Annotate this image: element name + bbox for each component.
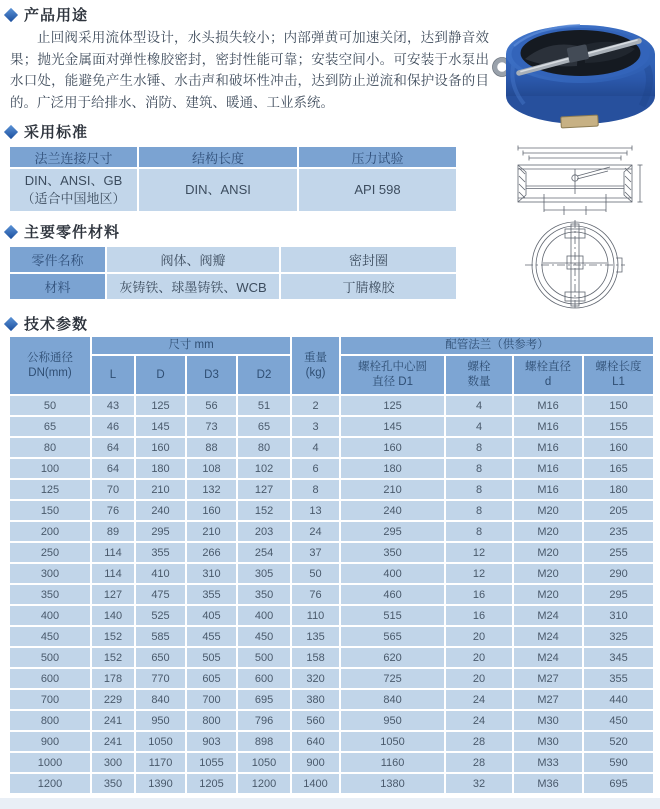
table-cell: 76 [92, 501, 134, 520]
table-cell: 450 [10, 627, 90, 646]
table-cell: 32 [446, 774, 512, 793]
table-cell: 605 [187, 669, 236, 688]
table-cell: 650 [136, 648, 185, 667]
table-cell: 903 [187, 732, 236, 751]
table-cell: 4 [446, 396, 512, 415]
table-cell: M20 [514, 585, 582, 604]
table-cell: 4 [292, 438, 339, 457]
table-cell: 900 [292, 753, 339, 772]
tech-header-bolt-circle [341, 356, 444, 394]
table-cell: 73 [187, 417, 236, 436]
table-cell: 28 [446, 732, 512, 751]
table-cell: 1050 [341, 732, 444, 751]
table-cell: 266 [187, 543, 236, 562]
cross-section-drawing-icon [498, 142, 650, 220]
table-cell: 127 [92, 585, 134, 604]
table-cell: 125 [341, 396, 444, 415]
table-cell: 380 [292, 690, 339, 709]
table-cell: 800 [187, 711, 236, 730]
table-cell: 460 [341, 585, 444, 604]
table-cell: 210 [187, 522, 236, 541]
table-cell: 150 [584, 396, 653, 415]
table-cell: 125 [136, 396, 185, 415]
table-cell: M27 [514, 690, 582, 709]
table-cell: 1160 [341, 753, 444, 772]
table-cell: 65 [238, 417, 290, 436]
table-cell: 20 [446, 669, 512, 688]
table-cell: 76 [292, 585, 339, 604]
table-cell: 6 [292, 459, 339, 478]
table-cell: 241 [92, 711, 134, 730]
table-row [10, 627, 653, 646]
table-row [10, 711, 653, 730]
table-cell: 1200 [10, 774, 90, 793]
table-cell: 152 [238, 501, 290, 520]
section-title-standards [6, 121, 88, 142]
table-cell: 64 [92, 459, 134, 478]
tech-header-bolt-diameter [514, 356, 582, 394]
footer-strip [0, 798, 660, 809]
table-cell: 405 [187, 606, 236, 625]
table-cell: 4 [446, 417, 512, 436]
table-row [10, 648, 653, 667]
table-cell: 88 [187, 438, 236, 457]
materials-cell-body-material: 灰铸铁、球墨铸铁、WCB [107, 274, 279, 299]
table-cell: 140 [92, 606, 134, 625]
table-cell: 770 [136, 669, 185, 688]
tech-header-bolt-circle-line1: 螺栓孔中心圆 [358, 361, 428, 373]
table-cell: M30 [514, 732, 582, 751]
table-cell: 590 [584, 753, 653, 772]
table-cell: 900 [10, 732, 90, 751]
table-cell: 65 [10, 417, 90, 436]
table-row [10, 438, 653, 457]
table-cell: 2 [292, 396, 339, 415]
table-cell: 1200 [238, 774, 290, 793]
table-row [10, 396, 653, 415]
table-cell: 620 [341, 648, 444, 667]
table-cell: M16 [514, 396, 582, 415]
table-cell: 350 [238, 585, 290, 604]
table-cell: 1170 [136, 753, 185, 772]
tech-header-dn-line2: DN(mm) [28, 366, 72, 379]
table-cell: 250 [10, 543, 90, 562]
table-cell: 28 [446, 753, 512, 772]
table-cell: 24 [446, 711, 512, 730]
table-cell: 254 [238, 543, 290, 562]
table-cell: 695 [584, 774, 653, 793]
table-cell: 16 [446, 585, 512, 604]
table-cell: 200 [10, 522, 90, 541]
section-title-standards-label: 采用标准 [24, 124, 89, 141]
usage-paragraph: 止回阀采用流体型设计，水头损失较小；内部弹黄可加速关闭，达到静音效果；抛光金属面对弹性橡胶密封，密封性能可靠；安装空间小。可安装于水泵出水口处，能避免产生水锤、水击声和破坏性冲击，达到防止逆流和保护设备的目的。广泛用于给排水、消防、建筑、暖通、工业系统。 [10, 30, 489, 110]
table-cell: 8 [446, 459, 512, 478]
table-cell: 410 [136, 564, 185, 583]
section-title-usage [6, 4, 88, 25]
materials-label-part: 零件名称 [10, 247, 105, 272]
diamond-icon [4, 224, 18, 238]
materials-cell-seal: 密封圈 [281, 247, 456, 272]
table-cell: 1050 [238, 753, 290, 772]
table-cell: 80 [238, 438, 290, 457]
tech-header-bolt-length [584, 356, 653, 394]
table-cell: 440 [584, 690, 653, 709]
table-cell: 102 [238, 459, 290, 478]
table-cell: 125 [10, 480, 90, 499]
table-cell: 355 [187, 585, 236, 604]
table-cell: 155 [584, 417, 653, 436]
table-cell: 229 [92, 690, 134, 709]
standards-row [10, 169, 456, 211]
valve-cross-section-drawing [498, 142, 650, 220]
table-row [10, 564, 653, 583]
section-title-tech-label: 技术参数 [24, 316, 89, 333]
table-cell: 310 [584, 606, 653, 625]
table-cell: 37 [292, 543, 339, 562]
table-cell: 3 [292, 417, 339, 436]
table-cell: 295 [584, 585, 653, 604]
table-cell: 12 [446, 564, 512, 583]
table-cell: 1050 [136, 732, 185, 751]
table-cell: 108 [187, 459, 236, 478]
section-title-materials [6, 221, 120, 242]
table-cell: M16 [514, 417, 582, 436]
table-cell: 950 [136, 711, 185, 730]
table-cell: 725 [341, 669, 444, 688]
table-cell: 20 [446, 648, 512, 667]
table-cell: M20 [514, 522, 582, 541]
table-cell: 8 [446, 480, 512, 499]
table-cell: 520 [584, 732, 653, 751]
tech-header-dn [10, 337, 90, 394]
table-cell: 355 [584, 669, 653, 688]
table-cell: 114 [92, 564, 134, 583]
table-cell: 180 [341, 459, 444, 478]
table-cell: 600 [238, 669, 290, 688]
tech-header-D: D [136, 356, 185, 394]
table-cell: 295 [136, 522, 185, 541]
table-cell: 180 [584, 480, 653, 499]
table-cell: 165 [584, 459, 653, 478]
table-cell: 51 [238, 396, 290, 415]
tech-header-weight-line2: (kg) [305, 366, 326, 379]
table-cell: 145 [136, 417, 185, 436]
tech-header-bolt-count-line2: 数量 [467, 376, 491, 388]
table-cell: 89 [92, 522, 134, 541]
table-row [10, 585, 653, 604]
table-cell: 305 [238, 564, 290, 583]
table-cell: 565 [341, 627, 444, 646]
table-cell: 46 [92, 417, 134, 436]
table-cell: 1055 [187, 753, 236, 772]
table-row [10, 606, 653, 625]
table-cell: 50 [10, 396, 90, 415]
table-cell: M24 [514, 648, 582, 667]
table-cell: 640 [292, 732, 339, 751]
tech-header-weight-line1: 重量 [304, 351, 328, 364]
table-cell: 160 [187, 501, 236, 520]
table-cell: 160 [584, 438, 653, 457]
table-cell: 500 [10, 648, 90, 667]
table-cell: 158 [292, 648, 339, 667]
table-row [10, 417, 653, 436]
standards-cell-length: DIN、ANSI [139, 169, 297, 211]
table-cell: 127 [238, 480, 290, 499]
check-valve-photo-icon [492, 4, 660, 136]
tech-header-D3: D3 [187, 356, 236, 394]
tech-header-weight [292, 337, 339, 394]
tech-table-body [10, 396, 653, 793]
table-cell: 132 [187, 480, 236, 499]
diamond-icon [4, 316, 18, 330]
table-cell: 350 [341, 543, 444, 562]
front-view-drawing-icon [503, 218, 651, 312]
table-cell: 1380 [341, 774, 444, 793]
table-cell: 560 [292, 711, 339, 730]
section-title-tech [6, 313, 88, 334]
standards-table [8, 145, 458, 213]
tech-header-bolt-diameter-line1: 螺栓直径 [525, 361, 572, 373]
table-cell: 114 [92, 543, 134, 562]
table-row [10, 753, 653, 772]
table-cell: 1390 [136, 774, 185, 793]
table-cell: 345 [584, 648, 653, 667]
tech-header-bolt-length-line2: L1 [612, 376, 625, 388]
table-cell: 24 [292, 522, 339, 541]
table-cell: 1205 [187, 774, 236, 793]
table-cell: 205 [584, 501, 653, 520]
table-cell: 180 [136, 459, 185, 478]
table-cell: M20 [514, 564, 582, 583]
table-cell: 400 [341, 564, 444, 583]
tech-header-bolt-count [446, 356, 512, 394]
table-cell: 50 [292, 564, 339, 583]
table-cell: 16 [446, 606, 512, 625]
standards-header-pressure: 压力试验 [299, 147, 456, 167]
table-cell: 800 [10, 711, 90, 730]
table-cell: 56 [187, 396, 236, 415]
table-cell: 450 [238, 627, 290, 646]
table-cell: 300 [92, 753, 134, 772]
table-cell: 210 [136, 480, 185, 499]
table-cell: M27 [514, 669, 582, 688]
tech-header-D2: D2 [238, 356, 290, 394]
diamond-icon [4, 7, 18, 21]
table-cell: 20 [446, 627, 512, 646]
diamond-icon [4, 124, 18, 138]
tech-header-bolt-diameter-line2: d [544, 376, 552, 388]
section-title-usage-label: 产品用途 [24, 7, 89, 24]
table-cell: 152 [92, 627, 134, 646]
table-cell: 255 [584, 543, 653, 562]
materials-label-material: 材料 [10, 274, 105, 299]
table-cell: 585 [136, 627, 185, 646]
table-cell: M24 [514, 606, 582, 625]
table-cell: 700 [187, 690, 236, 709]
materials-table [8, 245, 458, 301]
table-cell: 950 [341, 711, 444, 730]
table-cell: 840 [136, 690, 185, 709]
table-cell: 525 [136, 606, 185, 625]
tech-header-bolt-length-line1: 螺栓长度 [595, 361, 642, 373]
table-cell: 152 [92, 648, 134, 667]
standards-cell-flange [10, 169, 137, 211]
materials-cell-seal-material: 丁腈橡胶 [281, 274, 456, 299]
table-row [10, 501, 653, 520]
table-cell: 450 [584, 711, 653, 730]
table-cell: 505 [187, 648, 236, 667]
table-cell: 210 [341, 480, 444, 499]
tech-header-dn-line1: 公称通径 [27, 351, 73, 364]
table-row [10, 774, 653, 793]
table-row [10, 732, 653, 751]
table-cell: 455 [187, 627, 236, 646]
table-cell: 240 [136, 501, 185, 520]
table-cell: 320 [292, 669, 339, 688]
nameplate-icon [561, 115, 599, 128]
table-cell: 1000 [10, 753, 90, 772]
table-cell: 1400 [292, 774, 339, 793]
tech-parameters-table [8, 335, 655, 795]
table-cell: M16 [514, 438, 582, 457]
table-cell: 178 [92, 669, 134, 688]
table-cell: 310 [187, 564, 236, 583]
table-row [10, 690, 653, 709]
table-row [10, 522, 653, 541]
table-row [10, 669, 653, 688]
table-cell: M33 [514, 753, 582, 772]
table-cell: 325 [584, 627, 653, 646]
table-cell: 500 [238, 648, 290, 667]
table-cell: 240 [341, 501, 444, 520]
table-cell: M16 [514, 480, 582, 499]
table-cell: 241 [92, 732, 134, 751]
table-row [10, 480, 653, 499]
standards-header-length: 结构长度 [139, 147, 297, 167]
table-cell: 400 [238, 606, 290, 625]
table-cell: 235 [584, 522, 653, 541]
table-cell: M20 [514, 543, 582, 562]
table-cell: 100 [10, 459, 90, 478]
tech-header-size-group: 尺寸 mm [92, 337, 290, 354]
tech-header-bolt-count-line1: 螺栓 [467, 361, 491, 373]
table-cell: 70 [92, 480, 134, 499]
table-cell: 12 [446, 543, 512, 562]
table-cell: 295 [341, 522, 444, 541]
table-cell: M20 [514, 501, 582, 520]
table-cell: 203 [238, 522, 290, 541]
materials-row-material [10, 274, 456, 299]
table-cell: 350 [10, 585, 90, 604]
table-cell: 8 [292, 480, 339, 499]
tech-header-bolt-circle-line2: 直径 D1 [372, 376, 413, 388]
table-cell: 695 [238, 690, 290, 709]
valve-front-view-drawing [503, 218, 651, 312]
table-cell: 64 [92, 438, 134, 457]
table-cell: 898 [238, 732, 290, 751]
table-cell: 290 [584, 564, 653, 583]
table-cell: 80 [10, 438, 90, 457]
materials-row-names [10, 247, 456, 272]
table-cell: 135 [292, 627, 339, 646]
table-cell: 8 [446, 438, 512, 457]
section-title-materials-label: 主要零件材料 [24, 224, 121, 241]
table-cell: 475 [136, 585, 185, 604]
table-cell: 355 [136, 543, 185, 562]
product-photo [492, 4, 660, 136]
table-cell: M36 [514, 774, 582, 793]
table-cell: 600 [10, 669, 90, 688]
table-cell: 150 [10, 501, 90, 520]
table-cell: 350 [92, 774, 134, 793]
table-cell: 13 [292, 501, 339, 520]
table-cell: 700 [10, 690, 90, 709]
table-cell: 515 [341, 606, 444, 625]
table-cell: 400 [10, 606, 90, 625]
table-cell: M30 [514, 711, 582, 730]
table-row [10, 543, 653, 562]
table-cell: 8 [446, 522, 512, 541]
table-row [10, 459, 653, 478]
tech-header-flange-group: 配管法兰（供参考） [341, 337, 653, 354]
table-cell: M16 [514, 459, 582, 478]
standards-cell-pressure: API 598 [299, 169, 456, 211]
standards-cell-flange-line1: DIN、ANSI、GB [24, 173, 123, 188]
table-cell: 796 [238, 711, 290, 730]
tech-header-L: L [92, 356, 134, 394]
table-cell: 8 [446, 501, 512, 520]
table-cell: 43 [92, 396, 134, 415]
table-cell: 145 [341, 417, 444, 436]
table-cell: 110 [292, 606, 339, 625]
standards-header-flange: 法兰连接尺寸 [10, 147, 137, 167]
standards-cell-flange-line2: （适合中国地区） [21, 191, 126, 206]
table-cell: 160 [136, 438, 185, 457]
table-cell: 160 [341, 438, 444, 457]
materials-cell-body: 阀体、阀瓣 [107, 247, 279, 272]
table-cell: M24 [514, 627, 582, 646]
table-cell: 840 [341, 690, 444, 709]
table-cell: 24 [446, 690, 512, 709]
table-cell: 300 [10, 564, 90, 583]
